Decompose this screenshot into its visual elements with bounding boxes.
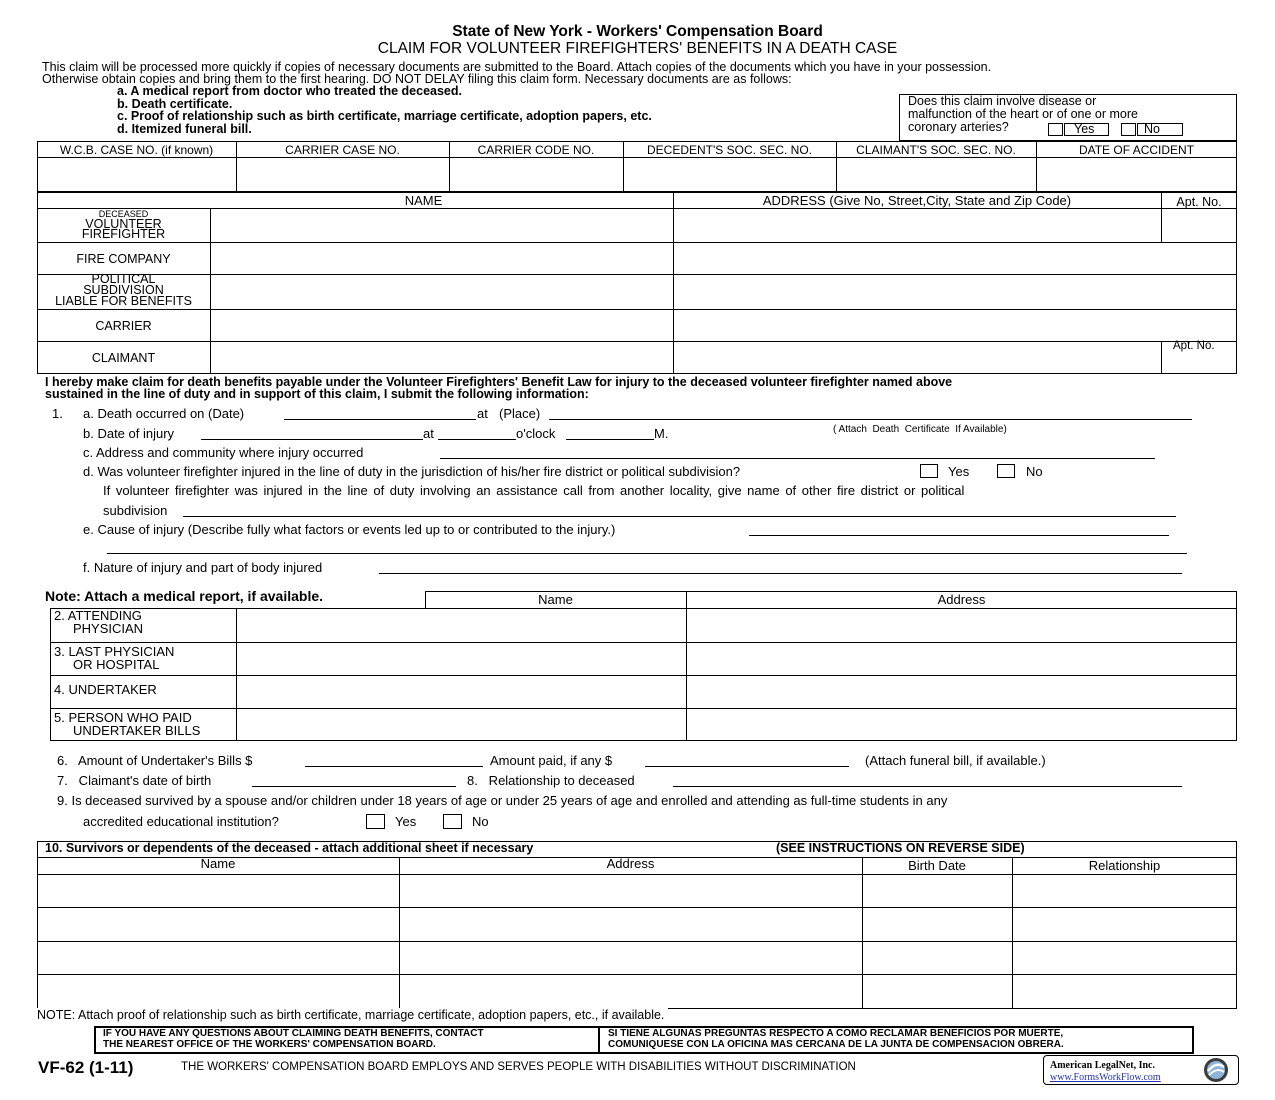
form-title: CLAIM FOR VOLUNTEER FIREFIGHTERS' BENEFITS IN A DEATH CASE: [377, 40, 898, 57]
survivor-1-name-input[interactable]: [38, 875, 398, 906]
survivor-3-address-input[interactable]: [400, 942, 861, 973]
amount-paid-input[interactable]: [645, 754, 849, 767]
q7-label: 7. Claimant's date of birth: [57, 773, 212, 788]
q9-no-checkbox[interactable]: [443, 814, 462, 829]
carrier-code-header: CARRIER CODE NO.: [477, 142, 595, 157]
q9-line-1: 9. Is deceased survived by a spouse and/or children under 18 years of age or under 25 years of age and enrolled and attending as full-time students in any: [57, 793, 948, 808]
q1b-note: ( Attach Death Certificate If Available): [833, 424, 1007, 435]
q1c-label: c. Address and community where injury occurred: [83, 445, 364, 460]
other-district-input[interactable]: [183, 504, 1176, 517]
injury-date-input[interactable]: [201, 427, 423, 440]
survivors-relationship-header: Relationship: [1088, 858, 1161, 873]
last-physician-name-input[interactable]: [237, 643, 685, 674]
undertaker-address-input[interactable]: [687, 676, 1236, 707]
heart-no-label: No: [1144, 122, 1160, 136]
payer-address-input[interactable]: [687, 709, 1236, 740]
undertaker-name-input[interactable]: [237, 676, 685, 707]
deceased-apt-input[interactable]: [1162, 209, 1236, 241]
vendor-url[interactable]: www.FormsWorkFlow.com: [1050, 1072, 1161, 1083]
survivor-2-address-input[interactable]: [400, 908, 861, 940]
survivor-4-relationship-input[interactable]: [1013, 975, 1236, 1008]
political-label-1: POLITICAL: [91, 272, 156, 286]
medical-address-header: Address: [937, 592, 986, 607]
spanish-notice-1: SI TIENE ALGUNAS PREGUNTAS RESPECTO A COMO RECLAMAR BENEFICIOS POR MUERTE,: [608, 1028, 1064, 1039]
deceased-small-label: DECEASED: [98, 209, 149, 219]
deceased-label-1: VOLUNTEER: [85, 217, 162, 231]
injury-time-input[interactable]: [438, 427, 516, 440]
survivors-birthdate-header: Birth Date: [908, 858, 966, 873]
english-notice-2: THE NEAREST OFFICE OF THE WORKERS' COMPENSATION BOARD.: [103, 1039, 436, 1050]
heart-yes-label: Yes: [1074, 122, 1095, 136]
carrier-label: CARRIER: [95, 318, 152, 333]
heart-question-line-3: coronary arteries?: [908, 120, 1009, 134]
survivor-4-birthdate-input[interactable]: [863, 975, 1011, 1008]
doc-item: c. Proof of relationship such as birth certificate, marriage certificate, adoption papers, etc.: [117, 109, 652, 123]
survivor-1-birthdate-input[interactable]: [863, 875, 1011, 906]
payer-label-1: 5. PERSON WHO PAID: [54, 710, 192, 725]
physician-name-input[interactable]: [237, 609, 685, 641]
claimant-ssn-header: CLAIMANT'S SOC. SEC. NO.: [856, 142, 1016, 157]
q1d-yes-label: Yes: [948, 464, 970, 479]
medical-name-header: Name: [538, 592, 573, 607]
disclaimer: THE WORKERS' COMPENSATION BOARD EMPLOYS AND SERVES PEOPLE WITH DISABILITIES WITHOUT DISCRIMINATION: [181, 1061, 856, 1073]
q6-attach: (Attach funeral bill, if available.): [865, 753, 1046, 768]
q1a-place: (Place): [499, 406, 541, 421]
payer-name-input[interactable]: [237, 709, 685, 740]
accident-date-header: DATE OF ACCIDENT: [1078, 142, 1195, 157]
deceased-name-input[interactable]: [211, 209, 672, 241]
carrier-case-input[interactable]: [237, 158, 448, 191]
last-physician-label-1: 3. LAST PHYSICIAN: [54, 644, 175, 659]
survivors-title: 10. Survivors or dependents of the deceased - attach additional sheet if necessary: [45, 841, 534, 855]
q6-label: 6. Amount of Undertaker's Bills $: [57, 753, 253, 768]
physician-address-input[interactable]: [687, 609, 1236, 641]
last-physician-label-2: OR HOSPITAL: [73, 657, 160, 672]
survivor-3-relationship-input[interactable]: [1013, 942, 1236, 973]
survivor-4-address-input[interactable]: [400, 975, 861, 1008]
q1f-label: f. Nature of injury and part of body injured: [83, 560, 323, 575]
injury-ampm-input[interactable]: [566, 427, 654, 440]
parties-name-header: NAME: [404, 192, 443, 208]
death-date-input[interactable]: [284, 407, 476, 420]
deceased-address-input[interactable]: [674, 209, 1160, 241]
intro-line-1: This claim will be processed more quickly if copies of necessary documents are submitted to the Board. Attach copies of the documents which you have in your possession.: [42, 60, 992, 74]
survivors-address-header: Address: [606, 856, 655, 871]
physician-label-1: 2. ATTENDING: [54, 608, 142, 623]
injury-cause-input-2[interactable]: [107, 541, 1187, 554]
claimant-label: CLAIMANT: [91, 351, 156, 365]
fire-company-label: FIRE COMPANY: [76, 251, 171, 266]
q1d-no-label: No: [1026, 464, 1043, 479]
survivor-1-relationship-input[interactable]: [1013, 875, 1236, 906]
q9-yes-label: Yes: [395, 814, 417, 829]
q1-number: 1.: [52, 406, 63, 421]
heart-no-checkbox[interactable]: [1121, 123, 1136, 136]
carrier-address-input[interactable]: [674, 310, 1236, 340]
claimant-dob-input[interactable]: [252, 774, 456, 787]
accident-date-input[interactable]: [1037, 158, 1236, 191]
injury-address-input[interactable]: [440, 446, 1155, 459]
political-label-3: LIABLE FOR BENEFITS: [55, 294, 192, 308]
wcb-case-header: W.C.B. CASE NO. (if known): [59, 142, 214, 157]
payer-label-2: UNDERTAKER BILLS: [73, 723, 201, 738]
death-place-input[interactable]: [549, 407, 1192, 420]
parties-apt-header: Apt. No.: [1176, 194, 1222, 209]
decedent-ssn-header: DECEDENT'S SOC. SEC. NO.: [647, 142, 812, 157]
injury-nature-input[interactable]: [379, 561, 1182, 574]
last-physician-address-input[interactable]: [687, 643, 1236, 674]
survivor-1-address-input[interactable]: [400, 875, 861, 906]
parties-address-header: ADDRESS (Give No, Street,City, State and Zip Code): [762, 192, 1072, 208]
q1b-oclock: o'clock: [516, 426, 556, 441]
political-label-2: SUBDIVISION: [83, 283, 164, 297]
doc-item: d. Itemized funeral bill.: [117, 122, 252, 136]
carrier-case-header: CARRIER CASE NO.: [285, 142, 400, 157]
survivor-2-birthdate-input[interactable]: [863, 908, 1011, 940]
spanish-notice-2: COMUNIQUESE CON LA OFICINA MAS CERCANA DE LA JUNTA DE COMPENSACION OBRERA.: [608, 1039, 1064, 1050]
survivor-3-birthdate-input[interactable]: [863, 942, 1011, 973]
q1d-sub-line: If volunteer firefighter was injured in the line of duty involving an assistance call from another locality, give name of other fire district or political: [103, 483, 965, 498]
agency-title: State of New York - Workers' Compensation Board: [452, 23, 823, 40]
claimant-ssn-input[interactable]: [837, 158, 1035, 191]
carrier-code-input[interactable]: [450, 158, 622, 191]
deceased-label-2: FIREFIGHTER: [81, 227, 166, 241]
q1d-label: d. Was volunteer firefighter injured in the line of duty in the jurisdiction of his/her fire district or political subdivision?: [83, 464, 741, 479]
q1e-label: e. Cause of injury (Describe fully what factors or events led up to or contributed to the injury.): [83, 522, 616, 537]
medical-note: Note: Attach a medical report, if available.: [45, 588, 324, 604]
claimant-address-input[interactable]: [674, 342, 1160, 373]
carrier-name-input[interactable]: [211, 310, 672, 340]
q9-line-2: accredited educational institution?: [83, 814, 279, 829]
heart-question-line-2: malfunction of the heart or of one or more: [908, 107, 1138, 121]
decedent-ssn-input[interactable]: [624, 158, 835, 191]
survivor-2-relationship-input[interactable]: [1013, 908, 1236, 940]
political-name-input[interactable]: [211, 275, 672, 308]
q1a-label: a. Death occurred on (Date): [83, 406, 245, 421]
relationship-input[interactable]: [673, 774, 1182, 787]
heart-question-line-1: Does this claim involve disease or: [908, 94, 1097, 108]
doc-item: a. A medical report from doctor who treated the deceased.: [117, 84, 462, 98]
claimant-name-input[interactable]: [211, 342, 672, 373]
doc-item: b. Death certificate.: [117, 97, 233, 111]
physician-label-2: PHYSICIAN: [73, 621, 144, 636]
undertaker-bills-input[interactable]: [305, 754, 483, 767]
english-notice-1: IF YOU HAVE ANY QUESTIONS ABOUT CLAIMING DEATH BENEFITS, CONTACT: [103, 1028, 484, 1039]
survivor-3-name-input[interactable]: [38, 942, 398, 973]
political-address-input[interactable]: [674, 275, 1236, 308]
injury-cause-input[interactable]: [749, 523, 1169, 536]
q1b-label: b. Date of injury: [83, 426, 175, 441]
footer-note: NOTE: Attach proof of relationship such as birth certificate, marriage certificate, adoption papers, etc., if available.: [37, 1008, 668, 1022]
q1b-at: at: [423, 426, 434, 441]
claimant-apt-label: Apt. No.: [1173, 340, 1215, 352]
declaration-line-1: I hereby make claim for death benefits payable under the Volunteer Firefighters' Benefit Law for injury to the deceased volunteer firefighter named above: [45, 375, 953, 389]
survivor-2-name-input[interactable]: [38, 908, 398, 940]
q8-label: 8. Relationship to deceased: [467, 773, 635, 788]
heart-yes-checkbox[interactable]: [1048, 123, 1063, 136]
q9-no-label: No: [472, 814, 489, 829]
q1d-yes-checkbox[interactable]: [920, 464, 938, 478]
q1b-m: M.: [654, 426, 669, 441]
declaration-line-2: sustained in the line of duty and in support of this claim, I submit the following information:: [45, 387, 589, 401]
q1d-no-checkbox[interactable]: [997, 464, 1015, 478]
form-id: VF-62 (1-11): [38, 1058, 134, 1077]
survivors-name-header: Name: [200, 856, 236, 871]
survivor-4-name-input[interactable]: [38, 975, 398, 1008]
survivors-instructions: (SEE INSTRUCTIONS ON REVERSE SIDE): [776, 841, 1025, 855]
q9-yes-checkbox[interactable]: [366, 814, 385, 829]
fire-company-address-input[interactable]: [674, 243, 1236, 273]
q1d-sub-line-2: subdivision: [103, 503, 168, 518]
q1a-at: at: [477, 406, 488, 421]
wcb-case-input[interactable]: [38, 158, 235, 191]
q6-paid-label: Amount paid, if any $: [490, 753, 613, 768]
vendor-name: American LegalNet, Inc.: [1050, 1060, 1155, 1071]
vendor-globe-icon: [1203, 1057, 1229, 1083]
undertaker-label: 4. UNDERTAKER: [54, 682, 157, 697]
fire-company-name-input[interactable]: [211, 243, 672, 273]
intro-line-2: Otherwise obtain copies and bring them to the first hearing. DO NOT DELAY filing this claim form. Necessary documents are as follows:: [42, 72, 792, 86]
